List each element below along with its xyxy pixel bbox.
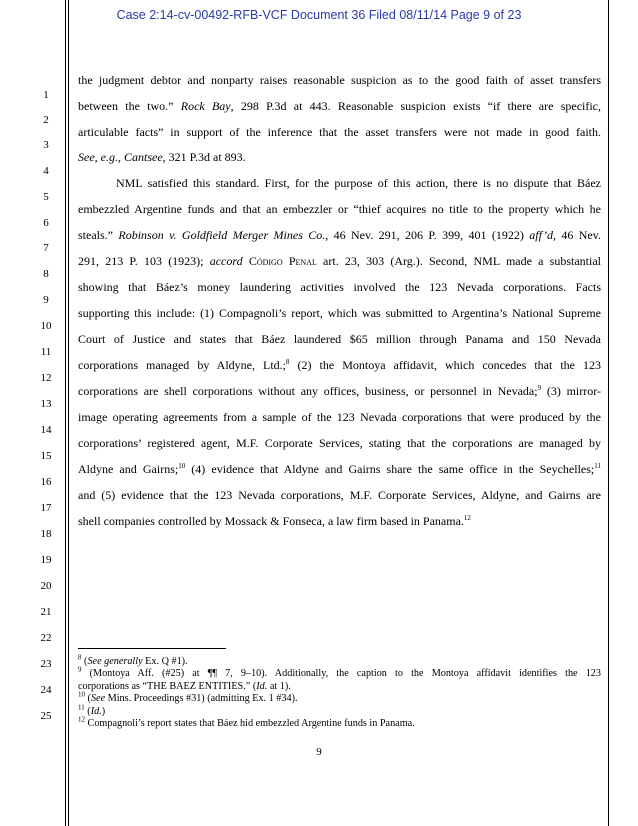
line-number: 15 [40, 450, 52, 462]
footnote-separator [78, 648, 226, 649]
text-line: Court of Justice and states that Báez laundered $65 million through Panama and 150 Nevada [78, 332, 601, 346]
footnote-ref: 10 [178, 462, 186, 470]
text-line: steals.” Robinson v. Goldfield Merger Mines Co., 46 Nev. 291, 206 P. 399, 401 (1922) aff’d, 46 Nev. [78, 228, 601, 242]
left-margin-rule-inner [68, 0, 69, 826]
text-line: See, e.g., Cantsee, 321 P.3d at 893. [78, 150, 246, 164]
footnote-ref: 8 [286, 358, 290, 366]
text-line: the judgment debtor and nonparty raises reasonable suspicion as to the good faith of asset transfers [78, 73, 601, 87]
left-margin-rule [65, 0, 66, 826]
line-number: 11 [40, 346, 52, 358]
line-number: 4 [43, 165, 49, 177]
line-number: 8 [43, 268, 49, 280]
footnote: $^{10}$ (See Mins. Proceedings #31) (admitting Ex. 1 #34). [78, 690, 298, 705]
line-number: 24 [40, 684, 52, 696]
text-line: Aldyne and Gairns;$^{10}$ (4) evidence that Aldyne and Gairns share the same office in the Seychelles;$^{11}$ [78, 462, 601, 476]
text-line: supporting this include: (1) Compagnoli’s report, which was submitted to Argentina’s National Supreme [78, 306, 601, 320]
line-number: 2 [43, 114, 49, 126]
line-number: 19 [40, 554, 52, 566]
case-header: Case 2:14-cv-00492-RFB-VCF Document 36 Filed 08/11/14 Page 9 of 23 [116, 8, 522, 22]
line-number: 17 [40, 502, 52, 514]
footnote-continuation: corporations as “THE BAEZ ENTITIES.” (Id. at 1). [78, 680, 291, 692]
footnote: $^9$ (Montoya Aff. (#25) at ¶¶ 7, 9–10). Additionally, the caption to the Montoya affidavit identifies the 123 [78, 666, 601, 680]
line-number: 9 [43, 294, 49, 306]
footnote: $^{12}$ Compagnoli’s report states that Báez hid embezzled Argentine funds in Panama. [78, 715, 415, 729]
case-citation: Robinson v. Goldfield Merger Mines Co. [118, 228, 326, 242]
text-line: articulable facts” in support of the inference that the asset transfers were not made in good faith. [78, 125, 601, 139]
page-number: 9 [316, 746, 322, 758]
text-line: corporations managed by Aldyne, Ltd.;$^8$ (2) the Montoya affidavit, which concedes that the 123 [78, 358, 601, 372]
line-number: 12 [40, 372, 52, 384]
line-number: 18 [40, 528, 52, 540]
line-number: 21 [40, 606, 52, 618]
line-number: 14 [40, 424, 52, 436]
text-line: embezzled Argentine funds and that an embezzler or “thief acquires no title to the property which he [78, 202, 601, 216]
right-margin-rule [608, 0, 609, 826]
text-line: NML satisfied this standard. First, for the purpose of this action, there is no dispute that Báez [116, 176, 601, 190]
case-citation: Cantsee [123, 150, 163, 164]
line-number: 23 [40, 658, 52, 670]
footnote-ref: 9 [537, 384, 542, 392]
line-number: 10 [40, 320, 52, 332]
text-line: and (5) evidence that the 123 Nevada corporations, M.F. Corporate Services, Aldyne, and Gairns are [78, 488, 601, 502]
footnote-ref: 11 [594, 462, 601, 470]
line-number: 6 [43, 217, 49, 229]
footnote: $^{11}$ (Id.) [78, 703, 106, 717]
line-number: 13 [40, 398, 52, 410]
case-citation: Rock Bay [180, 99, 231, 113]
line-number: 5 [43, 191, 49, 203]
text-line: image operating agreements from a sample of the 123 Nevada corporations that were produced by the [78, 410, 601, 424]
line-number: 25 [40, 710, 52, 722]
line-number: 7 [43, 242, 49, 254]
footnote-ref: 12 [463, 514, 471, 522]
text-line: shell companies controlled by Mossack & Fonseca, a law firm based in Panama.$^{12}$ [78, 514, 471, 528]
text-line: corporations’ registered agent, M.F. Corporate Services, stating that the corporations are managed by [78, 436, 601, 450]
line-number: 3 [43, 139, 49, 151]
footnote: $^8$ (See generally Ex. Q #1). [78, 653, 188, 667]
text-line: between the two.” Rock Bay, 298 P.3d at 443. Reasonable suspicion exists “if there are specific, [78, 99, 602, 113]
line-number: 16 [40, 476, 52, 488]
text-line: showing that Báez’s money laundering activities involved the 123 Nevada corporations. Facts [78, 280, 601, 294]
line-number: 20 [40, 580, 52, 592]
text-line: 291, 213 P. 103 (1923); accord Código Penal art. 23, 303 (Arg.). Second, NML made a substantial [78, 254, 602, 268]
line-number: 22 [40, 632, 52, 644]
text-line: corporations are shell corporations without any offices, business, or personnel in Nevada;$^9$ (3) mirror- [78, 384, 601, 398]
line-number: 1 [43, 89, 49, 101]
